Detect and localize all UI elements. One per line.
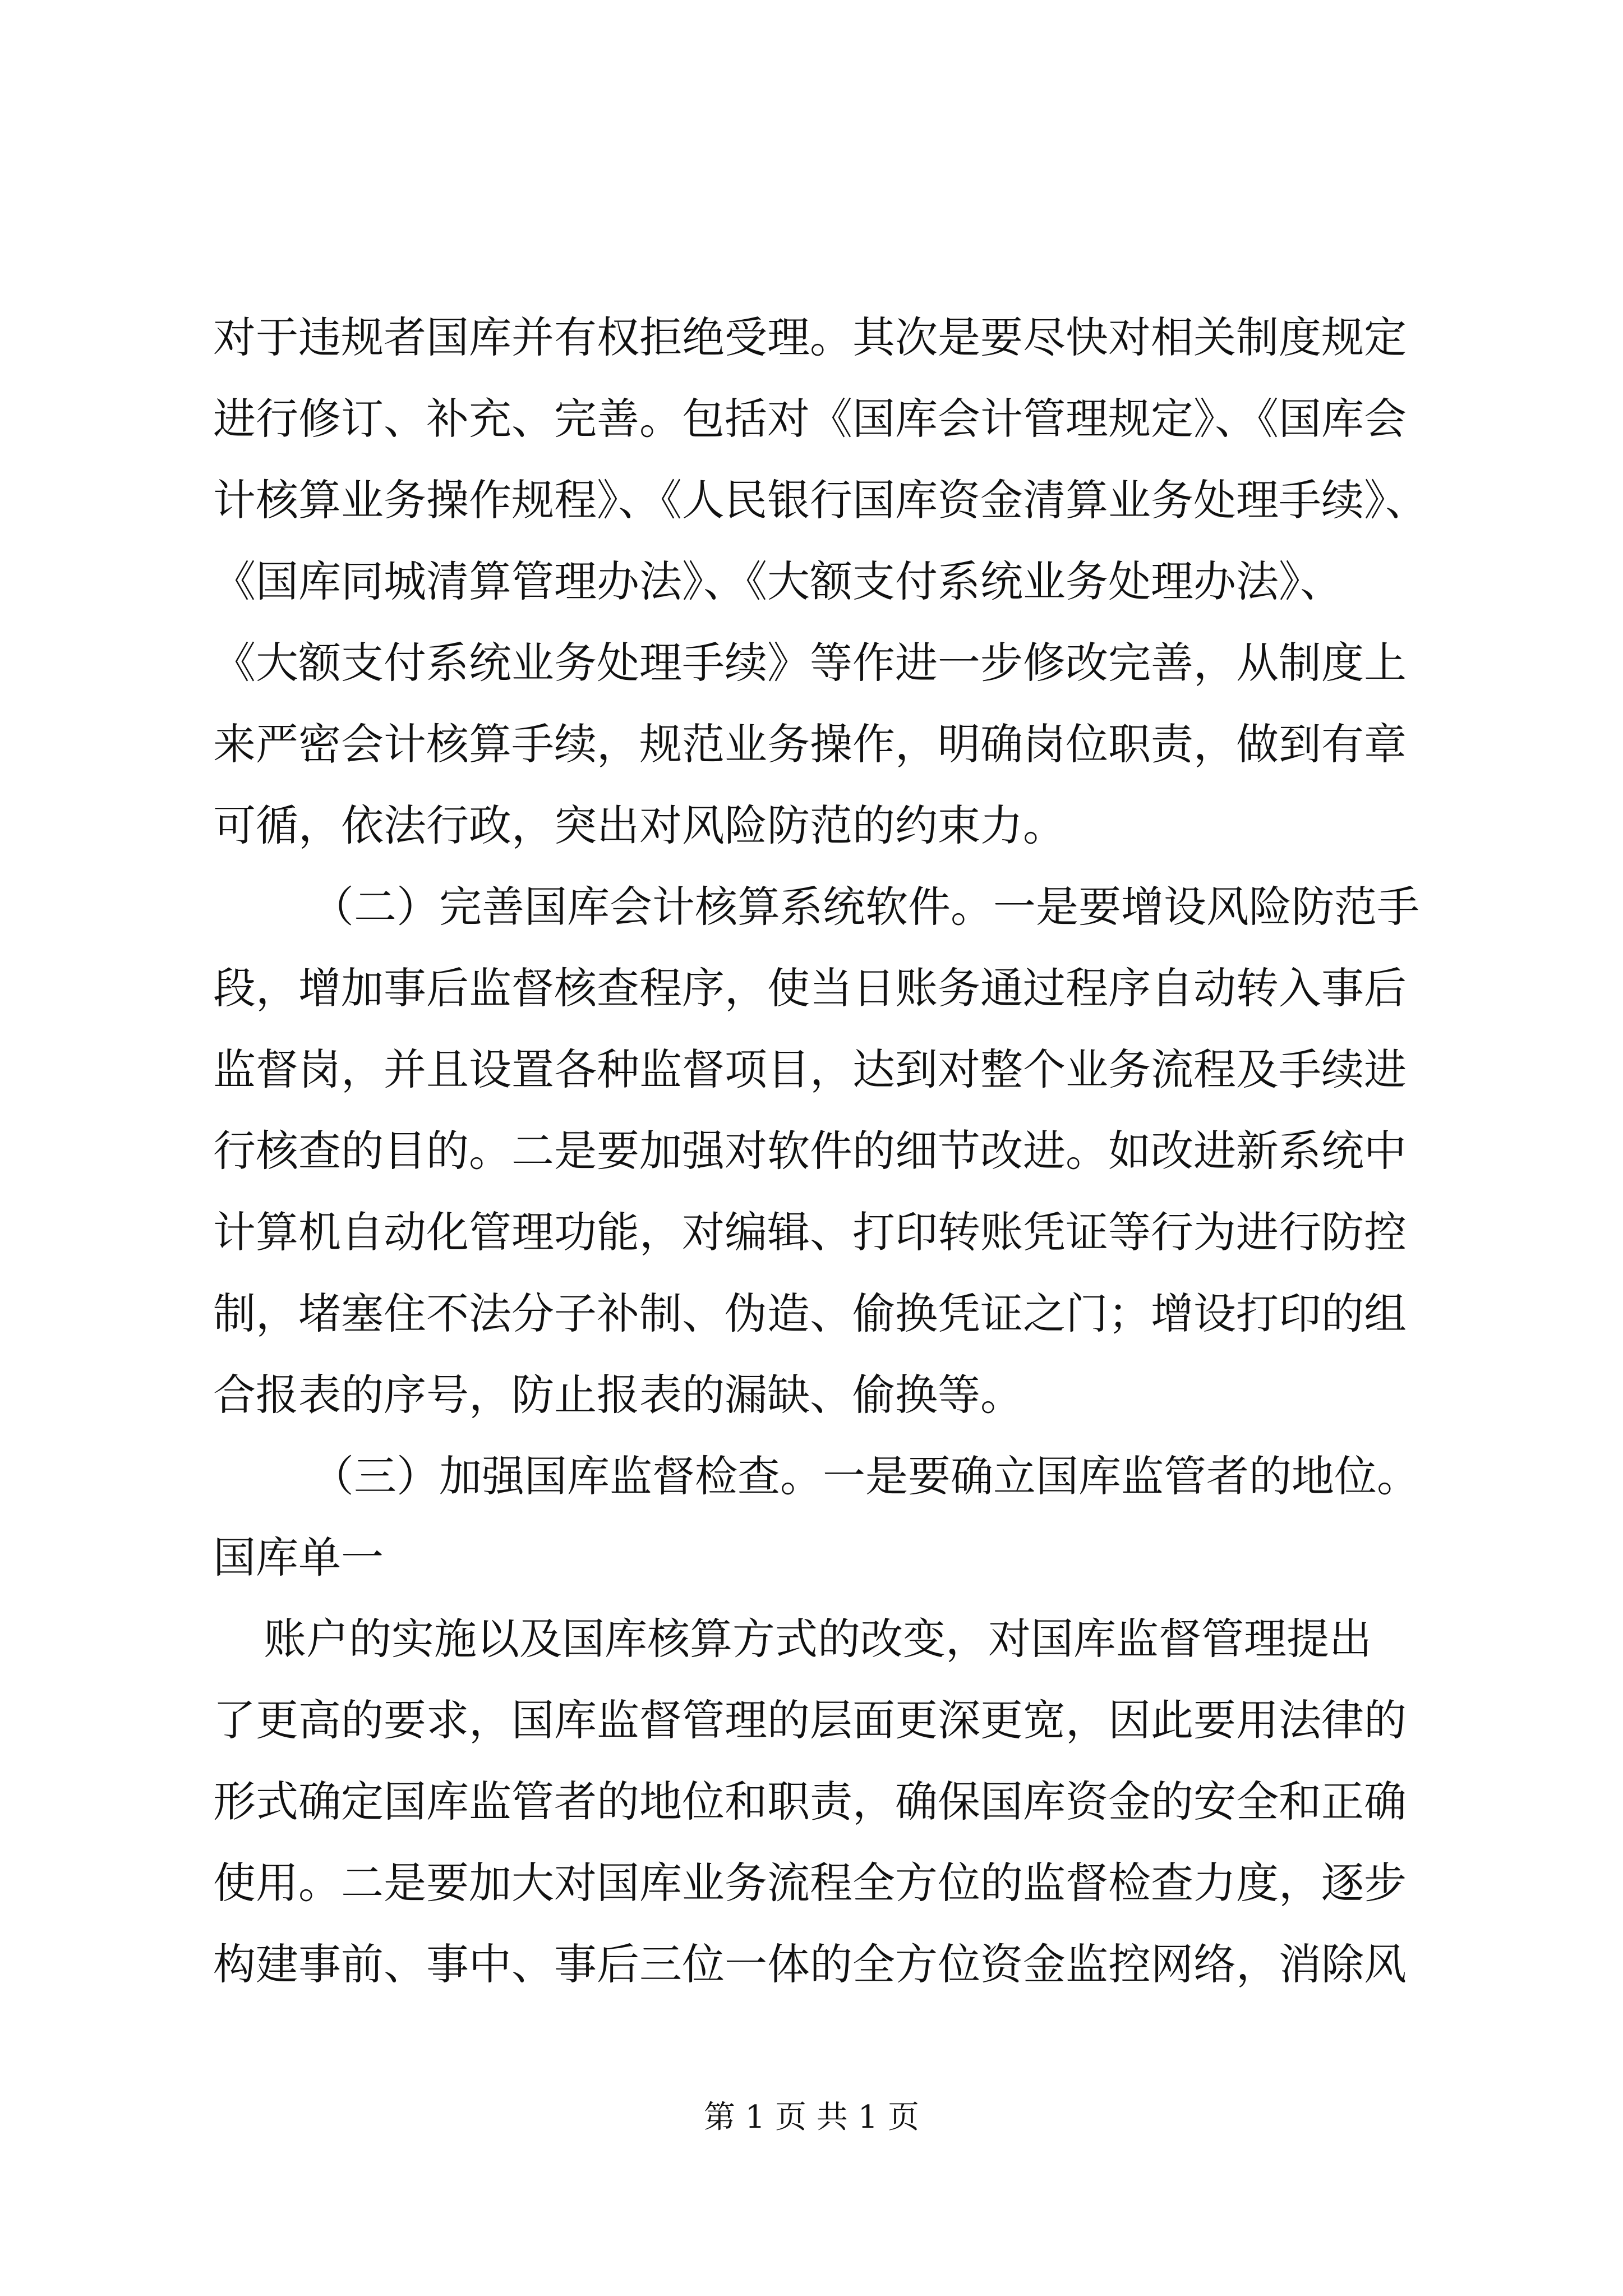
text-line: 计核算业务操作规程》、《人民银行国库资金清算业务处理手续》、 [213, 475, 1428, 525]
text-line: 计算机自动化管理功能，对编辑、打印转账凭证等行为进行防控 [213, 1207, 1407, 1257]
text-line: 制，堵塞住不法分子补制、伪造、偷换凭证之门；增设打印的组 [213, 1289, 1407, 1338]
text-line: 《国库同城清算管理办法》、《大额支付系统业务处理办法》、 [213, 556, 1343, 606]
text-line: 可循，依法行政，突出对风险防范的约束力。 [213, 800, 1066, 850]
text-line: 形式确定国库监管者的地位和职责，确保国库资金的安全和正确 [213, 1777, 1407, 1826]
paragraph-heading: （三）加强国库监督检查。一是要确立国库监管者的地位。 [311, 1451, 1419, 1501]
text-line: 进行修订、补充、完善。包括对《国库会计管理规定》、《国库会 [213, 394, 1407, 444]
page-footer: 第 1 页 共 1 页 [703, 2099, 920, 2136]
text-line: 构建事前、事中、事后三位一体的全方位资金监控网络，消除风 [213, 1939, 1407, 1989]
text-line: 《大额支付系统业务处理手续》等作进一步修改完善，从制度上 [213, 638, 1407, 688]
text-line: 对于违规者国库并有权拒绝受理。其次是要尽快对相关制度规定 [213, 312, 1407, 362]
text-line: 使用。二是要加大对国库业务流程全方位的监督检查力度，逐步 [213, 1858, 1407, 1908]
text-line: 监督岗，并且设置各种监督项目，达到对整个业务流程及手续进 [213, 1045, 1407, 1094]
text-line: 来严密会计核算手续，规范业务操作，明确岗位职责，做到有章 [213, 719, 1407, 769]
text-line: 段，增加事后监督核查程序，使当日账务通过程序自动转入事后 [213, 963, 1407, 1013]
text-line: 行核查的目的。二是要加强对软件的细节改进。如改进新系统中 [213, 1126, 1407, 1176]
text-line: 国库单一 [213, 1533, 384, 1582]
paragraph-heading: （二）完善国库会计核算系统软件。一是要增设风险防范手 [311, 882, 1419, 932]
text-line: 合报表的序号，防止报表的漏缺、偷换等。 [213, 1370, 1023, 1420]
text-line: 了更高的要求，国库监督管理的层面更深更宽，因此要用法律的 [213, 1695, 1407, 1745]
text-line: 账户的实施以及国库核算方式的改变，对国库监督管理提出 [264, 1614, 1372, 1664]
